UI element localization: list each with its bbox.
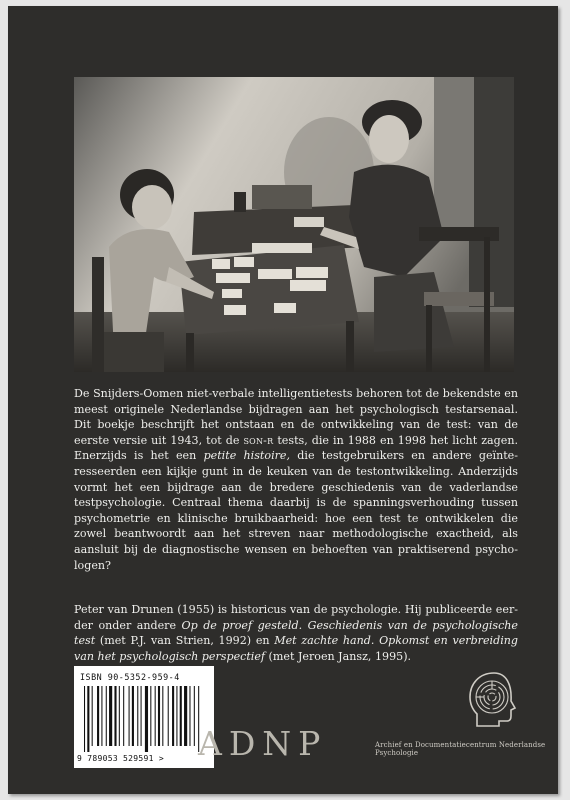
publisher-acronym: ADNP [198, 724, 328, 763]
book-title-2: Met zachte hand. Opkomst en verbreiding van het psychologisch perspectief [74, 634, 518, 663]
barcode-bar [189, 686, 190, 746]
barcode-bar [172, 686, 174, 746]
barcode-bar [132, 686, 134, 746]
synopsis-text-1: De Snijders-Oomen niet-verbale intelligentietests behoren tot de bekendste en meest originele Nederlandse bijdragen aan het psychologisch testarsenaal. Dit boekje beschrijft het ontstaan en de ontwikkeling van de test: van de eerste versie uit 1943, tot de [74, 387, 518, 447]
synopsis-text-2: tests, die in 1988 en 1998 het licht zagen. Enerzijds is het een [74, 433, 518, 463]
petite-histoire-italic: petite histoire, [203, 449, 291, 463]
barcode-bar [155, 686, 156, 746]
cover-photo [74, 77, 514, 372]
barcode-bar [114, 686, 116, 746]
isbn-label: ISBN 90-5352-959-4 [80, 672, 180, 682]
barcode-bar [119, 686, 120, 746]
barcode-bar [84, 686, 85, 752]
barcode-bar [97, 686, 99, 746]
barcode-digits: 9 789053 529591 > [77, 754, 164, 763]
book-title-1: Op de proef gesteld. Geschiedenis van de psychologische test [74, 618, 519, 648]
head-labyrinth-logo-icon [466, 670, 522, 730]
photo-boy-and-woman-at-test-table-icon [74, 77, 514, 372]
bio-text-3: (met Jeroen Jansz, 1995). [265, 649, 412, 663]
barcode-bar [92, 686, 93, 746]
barcode-bar [106, 686, 107, 746]
barcode-bar [137, 686, 138, 746]
barcode-bar [123, 686, 124, 746]
barcode-bar [158, 686, 160, 746]
barcode-bar [150, 686, 151, 746]
barcode-bar [109, 686, 112, 746]
bio-text-1: Peter van Drunen (1955) is historicus van de psychologie. Hij publiceerde eerder onder andere [74, 603, 518, 632]
barcode-bar [194, 686, 195, 746]
barcode-bar [141, 686, 142, 746]
publisher-name: Archief en Documentatiecentrum Nederlandse Psychologie [375, 741, 546, 757]
barcode-box [74, 666, 214, 768]
barcode-bar [184, 686, 187, 746]
barcode-bar [145, 686, 148, 752]
barcode-bar [162, 686, 163, 746]
barcode-bar [129, 686, 130, 746]
bio-text-2: (met P.J. van Strien, 1992) en [95, 634, 275, 648]
barcode-bar [101, 686, 102, 746]
barcode-bar [87, 686, 89, 752]
barcode-bar [180, 686, 182, 746]
author-bio-paragraph [74, 602, 518, 664]
barcode-bar [168, 686, 169, 746]
synopsis-text-3: die testgebruikers en andere geïnteresseerden een kijkje gunt in de keuken van de testontwikkeling. Anderzijds vormt het een bijdrage aan de bredere geschiedenis van de vaderlandse testpsychologie. Centraal thema daarbij is de spanningsverhouding tussen psychometrie en klinische bruikbaarheid: hoe een test te ontwikkelen die zowel beantwoordt aan het streven naar methodologische exactheid, als aansluit bij de diagnostische wensen en behoeften van praktiserend psychologen? [74, 449, 518, 572]
synopsis-paragraph [74, 386, 518, 573]
barcode-bar [176, 686, 177, 746]
son-r-abbrev: son-r [243, 433, 274, 447]
barcode-icon [84, 686, 206, 752]
back-cover [8, 6, 558, 794]
